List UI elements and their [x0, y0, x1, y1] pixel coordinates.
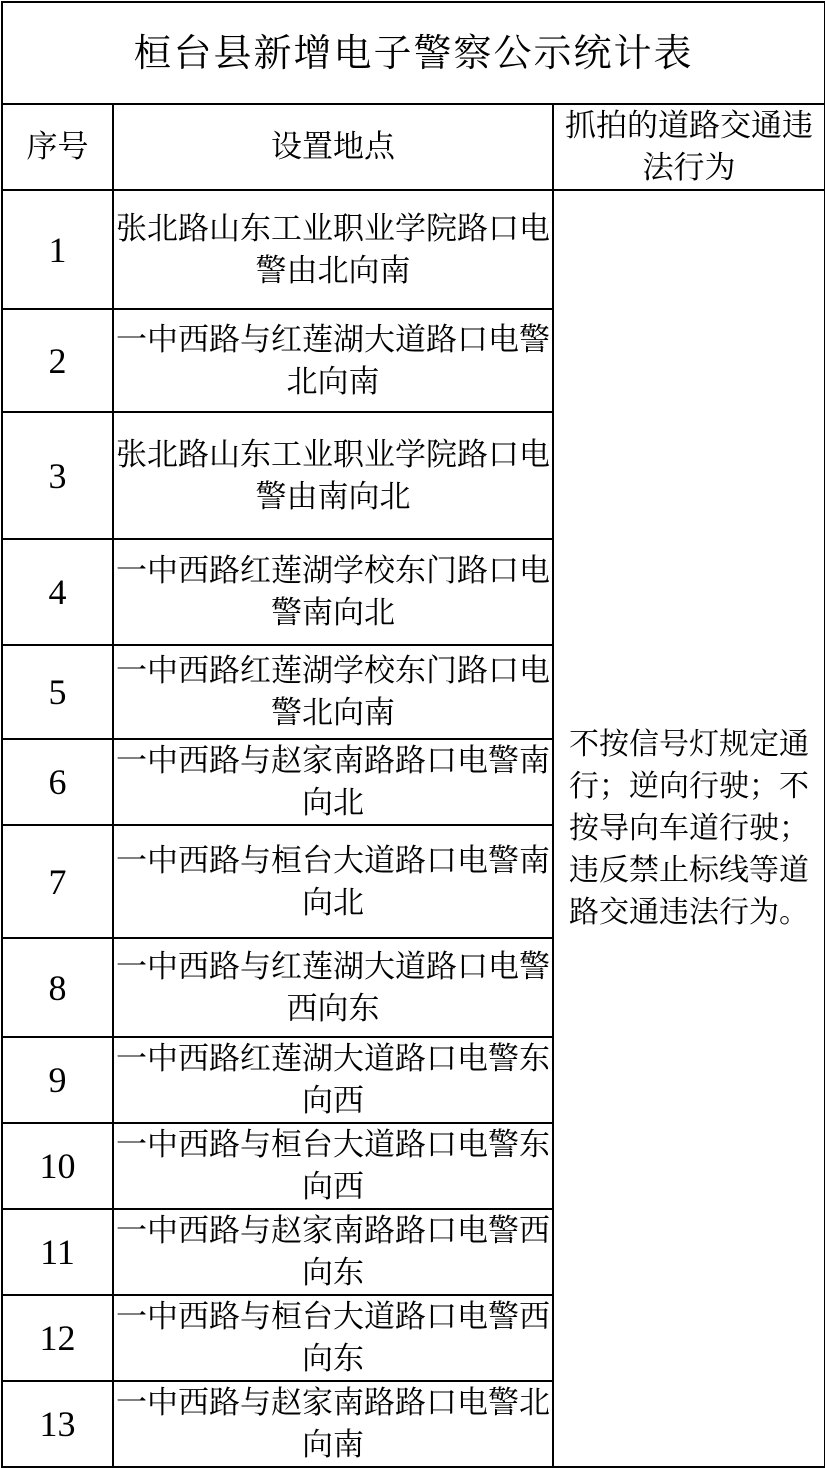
row-number: 7 [2, 825, 113, 938]
row-location: 张北路山东工业职业学院路口电警由北向南 [113, 190, 553, 309]
header-behavior: 抓拍的道路交通违法行为 [553, 104, 825, 190]
row-location: 一中西路与红莲湖大道路口电警北向南 [113, 309, 553, 412]
row-number: 5 [2, 645, 113, 739]
header-row [2, 104, 825, 190]
row-number: 3 [2, 412, 113, 539]
row-number: 10 [2, 1123, 113, 1209]
row-location: 一中西路与赵家南路路口电警北向南 [113, 1381, 553, 1467]
row-location: 一中西路与桓台大道路口电警南向北 [113, 825, 553, 938]
violation-behavior: 不按信号灯规定通行；逆向行驶；不按导向车道行驶；违反禁止标线等道路交通违法行为。 [553, 190, 825, 1467]
row-location: 一中西路与红莲湖大道路口电警西向东 [113, 938, 553, 1037]
statistics-table [1, 1, 825, 1468]
row-number: 11 [2, 1209, 113, 1295]
row-location: 一中西路红莲湖学校东门路口电警南向北 [113, 539, 553, 645]
row-number: 12 [2, 1295, 113, 1381]
row-location: 一中西路与桓台大道路口电警东向西 [113, 1123, 553, 1209]
row-location: 一中西路红莲湖学校东门路口电警北向南 [113, 645, 553, 739]
row-location: 一中西路与赵家南路路口电警南向北 [113, 739, 553, 825]
row-location: 一中西路与赵家南路路口电警西向东 [113, 1209, 553, 1295]
row-number: 4 [2, 539, 113, 645]
row-location: 张北路山东工业职业学院路口电警由南向北 [113, 412, 553, 539]
row-number: 13 [2, 1381, 113, 1467]
row-number: 2 [2, 309, 113, 412]
row-number: 1 [2, 190, 113, 309]
row-number: 8 [2, 938, 113, 1037]
table-title: 桓台县新增电子警察公示统计表 [2, 2, 825, 104]
row-number: 6 [2, 739, 113, 825]
row-location: 一中西路红莲湖大道路口电警东向西 [113, 1037, 553, 1123]
title-row [2, 2, 825, 104]
header-location: 设置地点 [113, 104, 553, 190]
row-location: 一中西路与桓台大道路口电警西向东 [113, 1295, 553, 1381]
row-number: 9 [2, 1037, 113, 1123]
table-row [2, 190, 825, 309]
header-no: 序号 [2, 104, 113, 190]
